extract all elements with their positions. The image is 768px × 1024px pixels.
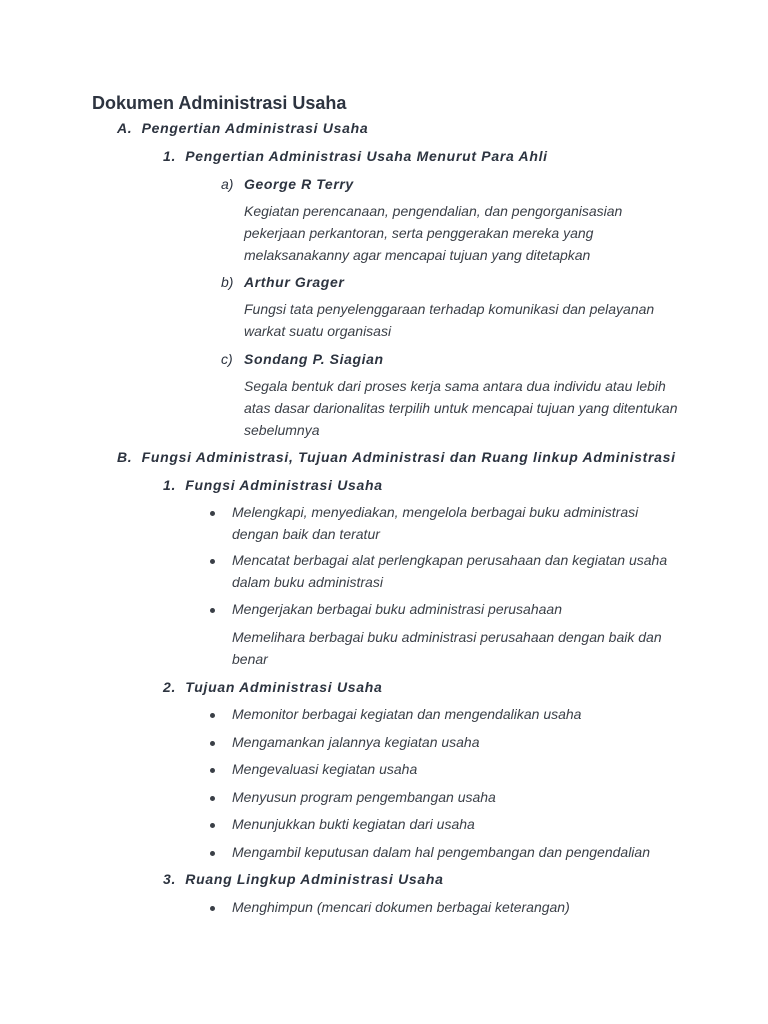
section-label: Pengertian Administrasi Usaha (141, 120, 369, 136)
subsection-heading-b3 (163, 871, 444, 887)
bullet-icon (210, 559, 215, 564)
bullet-icon (210, 823, 215, 828)
list-item: Menghimpun (mencari dokumen berbagai keterangan) (232, 899, 570, 915)
subsection-heading-b2 (163, 679, 382, 695)
expert-marker-b: b) (221, 274, 234, 290)
section-marker: B. (117, 449, 133, 465)
list-item: Mengerjakan berbagai buku administrasi perusahaan (232, 601, 562, 617)
bullet-icon (210, 511, 215, 516)
list-item: Memonitor berbagai kegiatan dan mengendalikan usaha (232, 706, 582, 722)
expert-name-sondang-siagian: Sondang P. Siagian (244, 351, 384, 367)
expert-name-george-terry: George R Terry (244, 176, 354, 192)
section-heading-b (117, 449, 676, 465)
expert-definition-sondang-siagian: Segala bentuk dari proses kerja sama antara dua individu atau lebih atas dasar darionalitas terpilih untuk mencapai tujuan yang ditentukan sebelumnya (244, 378, 678, 438)
expert-marker-a: a) (221, 176, 234, 192)
subsection-heading-b1 (163, 477, 383, 493)
subsection-label: Pengertian Administrasi Usaha Menurut Para Ahli (185, 148, 548, 164)
subsection-marker: 3. (163, 871, 177, 887)
list-item: Mengamankan jalannya kegiatan usaha (232, 734, 480, 750)
subsection-marker: 2. (163, 679, 177, 695)
list-item: Menunjukkan bukti kegiatan dari usaha (232, 816, 475, 832)
expert-definition-george-terry: Kegiatan perencanaan, pengendalian, dan pengorganisasian pekerjaan perkantoran, serta penggerakan mereka yang melaksanakanny agar mencapai tujuan yang ditetapkan (244, 203, 623, 263)
expert-marker-c: c) (221, 351, 233, 367)
list-item: Melengkapi, menyediakan, mengelola berbagai buku administrasi dengan baik dan teratur (232, 504, 639, 542)
subsection-label: Ruang Lingkup Administrasi Usaha (185, 871, 444, 887)
bullet-icon (210, 768, 215, 773)
section-marker: A. (117, 120, 133, 136)
bullet-icon (210, 796, 215, 801)
bullet-icon (210, 741, 215, 746)
subsection-heading-a1 (163, 148, 548, 164)
bullet-icon (210, 851, 215, 856)
section-heading-a (117, 120, 368, 136)
expert-definition-arthur-grager: Fungsi tata penyelenggaraan terhadap komunikasi dan pelayanan warkat suatu organisasi (244, 301, 655, 339)
bullet-icon (210, 608, 215, 613)
bullet-icon (210, 713, 215, 718)
subsection-label: Fungsi Administrasi Usaha (185, 477, 383, 493)
bullet-icon (210, 906, 215, 911)
list-item: Mengevaluasi kegiatan usaha (232, 761, 418, 777)
subsection-marker: 1. (163, 148, 177, 164)
subsection-label: Tujuan Administrasi Usaha (185, 679, 383, 695)
expert-name-arthur-grager: Arthur Grager (244, 274, 345, 290)
section-label: Fungsi Administrasi, Tujuan Administrasi dan Ruang linkup Administrasi (141, 449, 676, 465)
list-item: Mengambil keputusan dalam hal pengembangan dan pengendalian (232, 844, 650, 860)
list-item-continuation: Memelihara berbagai buku administrasi perusahaan dengan baik dan benar (232, 629, 662, 667)
list-item: Menyusun program pengembangan usaha (232, 789, 496, 805)
subsection-marker: 1. (163, 477, 177, 493)
document-title: Dokumen Administrasi Usaha (92, 93, 347, 113)
list-item: Mencatat berbagai alat perlengkapan perusahaan dan kegiatan usaha dalam buku administrasi (232, 552, 668, 590)
